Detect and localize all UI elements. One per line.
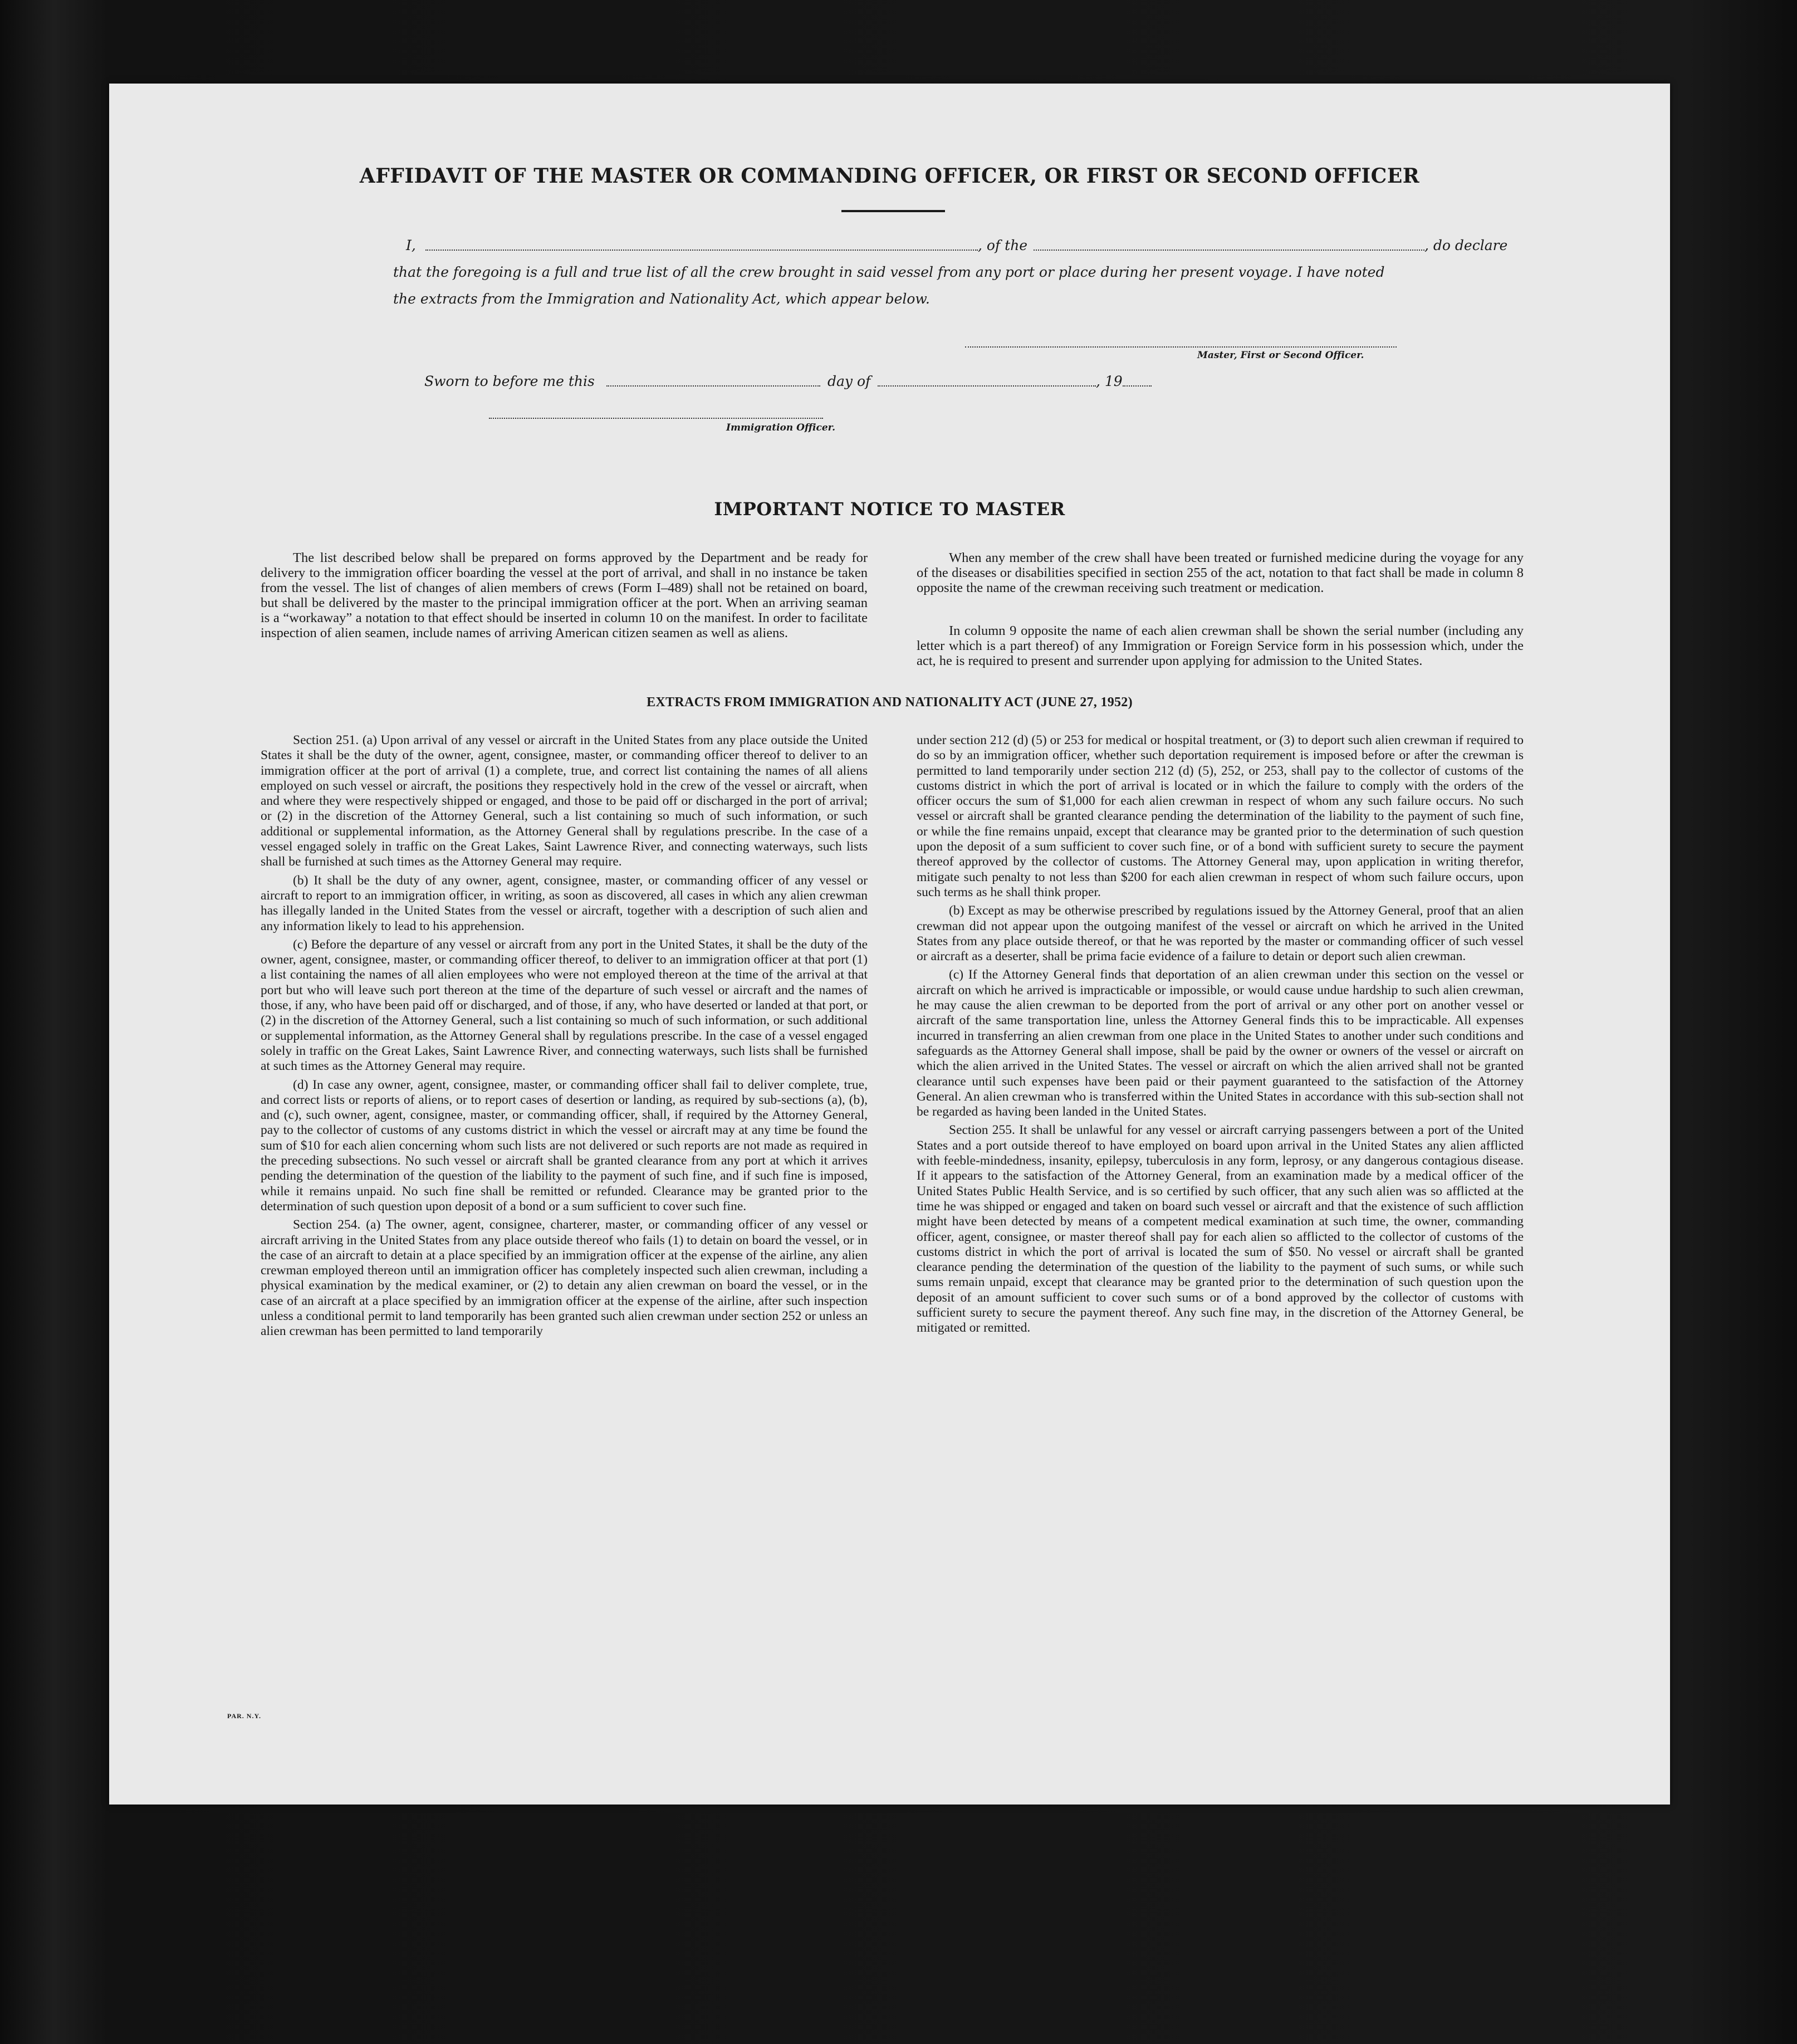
printer-mark: PAR. N.Y. <box>227 1712 262 1720</box>
notice-left-paragraph: The list described below shall be prepared on forms approved by the Department and be ready for delivery to the immigration officer boarding the vessel at the port of arrival, and shall in no instance be taken from the vessel. The list of changes of alien members of crews (Form I–489) shall not be retained on board, but shall be delivered by the master to the principal immigration officer at the port. When an arriving seaman is a “workaway” a notation to that effect should be inserted in column 10 on the manifest. In order to facilitate inspection of alien seamen, include names of arriving American citizen seamen as well as aliens. <box>261 550 868 640</box>
section-251-d: (d) In case any owner, agent, consignee, master, or commanding officer shall fail to deliver complete, true, and correct lists or reports of aliens, or to report cases of desertion or landing, as required by sub-sections (a), (b), and (c), such owner, agent, consignee, master, or commanding officer, shall, if required by the Attorney General, pay to the collector of customs of any customs district in which the vessel or aircraft may at any time be found the sum of $10 for each alien concerning whom such lists are not delivered or such reports are not made as required in the preceding subsections. No such vessel or aircraft shall be granted clearance from any port at which it arrives pending the determination of the question of the liability to the payment of such fine, and if such fine is imposed, while it remains unpaid. No such fine shall be remitted or refunded. Clearance may be granted prior to the determination of such question upon deposit of a bond or a sum sufficient to cover such fine. <box>261 1077 868 1214</box>
master-signature-line[interactable] <box>965 346 1397 348</box>
sworn-day-of-label: day of <box>827 373 871 389</box>
affidavit-statement-line: that the foregoing is a full and true list of all the crew brought in said vessel from any port or place during her present voyage. I have noted <box>393 264 1385 280</box>
section-254-a-continued: under section 212 (d) (5) or 253 for medical or hospital treatment, or (3) to deport such alien crewman if required to do so by an immigration officer, whether such deportation requirement is imposed before or after the crewman is permitted to land temporarily under section 212 (d) (5), 252, or 253, shall pay to the collector of customs of the customs district in which the port of arrival is located or in which the failure to comply with the orders of the officer occurs the sum of $1,000 for each alien crewman in respect of whom any such failure occurs. No such vessel or aircraft shall be granted clearance pending the determination of the liability to the payment of such fine, or while the fine remains unpaid, except that clearance may be granted prior to the determination of such question upon the deposit of a sum sufficient to cover such fine, or of a bond with sufficient surety to secure the payment thereof approved by the collector of customs. The Attorney General may, upon application in writing therefor, mitigate such penalty to not less than $200 for each alien crewman in respect of whom such failure occurs, upon such terms as he shall think proper. <box>917 733 1524 899</box>
extracts-title: EXTRACTS FROM IMMIGRATION AND NATIONALITY ACT (JUNE 27, 1952) <box>647 695 1133 710</box>
officer-signature-line[interactable] <box>489 418 823 419</box>
affidavit-do-declare-label: , do declare <box>1424 237 1508 253</box>
officer-caption: Immigration Officer. <box>726 422 835 433</box>
affidavit-of-the-label: , of the <box>978 237 1028 253</box>
sworn-year-label: , 19 <box>1096 373 1123 389</box>
master-caption: Master, First or Second Officer. <box>1197 350 1364 361</box>
affidavit-i-label: I, <box>406 237 416 253</box>
section-251-a: Section 251. (a) Upon arrival of any vessel or aircraft in the United States from any place outside the United States it shall be the duty of the owner, agent, consignee, master, or commanding officer thereof to deliver to an immigration officer at the port of arrival (1) a complete, true, and correct list containing the names of all aliens employed on such vessel or aircraft, the positions they respectively hold in the crew of the vessel or aircraft, when and where they were respectively shipped or engaged, and those to be paid off or discharged in the port of arrival; or (2) in the discretion of the Attorney General, such a list containing so much of such information, or such additional or supplemental information, as the Attorney General shall by regulations prescribe. In the case of a vessel engaged solely in traffic on the Great Lakes, Saint Lawrence River, and connecting waterways, such lists shall be furnished at such times as the Attorney General may require. <box>261 733 868 869</box>
section-254-a: Section 254. (a) The owner, agent, consignee, charterer, master, or commanding officer of any vessel or aircraft arriving in the United States from any place outside thereof who fails (1) to detain on board the vessel, or in the case of an aircraft to detain at a place specified by an immigration officer at the expense of the airline, any alien crewman employed thereon until an immigration officer has completely inspected such alien crewman, including a physical examination by the medical examiner, or (2) to detain any alien crewman on board the vessel, or in the case of an aircraft at a place specified by an immigration officer at the expense of the airline, after such inspection unless a conditional permit to land temporarily has been granted such alien crewman under section 252 or unless an alien crewman has been permitted to land temporarily <box>261 1217 868 1339</box>
notice-right-paragraph-2: In column 9 opposite the name of each alien crewman shall be shown the serial number (including any letter which is a part thereof) of any Immigration or Foreign Service form in his possession which, under the act, he is required to present and surrender upon applying for admission to the United States. <box>917 623 1524 668</box>
title-rule <box>841 210 945 212</box>
extracts-left-column <box>261 733 868 1343</box>
section-254-b: (b) Except as may be otherwise prescribed by regulations issued by the Attorney General, proof that an alien crewman did not appear upon the outgoing manifest of the vessel or aircraft on which he arrived in the United States from any place outside thereof, or that he was reported by the master or commanding officer of such vessel or aircraft as a deserter, shall be prima facie evidence of a failure to detain or deport such alien crewman. <box>917 903 1524 964</box>
sworn-year-blank-line[interactable] <box>1123 385 1152 387</box>
section-254-c: (c) If the Attorney General finds that deportation of an alien crewman under this section on the vessel or aircraft on which he arrived is impracticable or impossible, or would cause undue hardship to such alien crewman, he may cause the alien crewman to be deported from the port of arrival or any other port on another vessel or aircraft of the same transportation line, unless the Attorney General finds this to be impracticable. All expenses incurred in transferring an alien crewman from one place in the United States to another under such conditions and safeguards as the Attorney General shall impose, shall be paid by the owner or owners of the vessel or aircraft on which the alien arrived in the United States. The vessel or aircraft on which the alien arrived shall not be granted clearance until such expenses have been paid or their payment guaranteed to the satisfaction of the Attorney General. An alien crewman who is transferred within the United States in accordance with this sub-section shall not be regarded as having been landed in the United States. <box>917 967 1524 1119</box>
name-blank-line[interactable] <box>425 250 978 251</box>
affidavit-title: AFFIDAVIT OF THE MASTER OR COMMANDING OFFICER, OR FIRST OR SECOND OFFICER <box>359 164 1420 188</box>
section-251-b: (b) It shall be the duty of any owner, agent, consignee, master, or commanding officer of any vessel or aircraft to report to an immigration officer, in writing, as soon as discovered, all cases in which any alien crewman has illegally landed in the United States from the vessel or aircraft, together with a description of such alien and any information likely to lead to his apprehension. <box>261 873 868 933</box>
notice-title: IMPORTANT NOTICE TO MASTER <box>714 498 1065 520</box>
document-page <box>109 84 1670 1805</box>
sworn-label: Sworn to before me this <box>424 373 595 389</box>
sworn-month-blank-line[interactable] <box>878 385 1096 387</box>
sworn-day-blank-line[interactable] <box>606 385 820 387</box>
affidavit-statement-line-2: the extracts from the Immigration and Nationality Act, which appear below. <box>393 291 930 307</box>
vessel-blank-line[interactable] <box>1034 250 1424 251</box>
section-255: Section 255. It shall be unlawful for any vessel or aircraft carrying passengers between a port of the United States and a port outside thereof to have employed on board upon arrival in the United States any alien afflicted with feeble-mindedness, insanity, epilepsy, tuberculosis in any form, leprosy, or any dangerous contagious disease. If it appears to the satisfaction of the Attorney General, from an examination made by a medical officer of the United States Public Health Service, and is so certified by such officer, that any such alien was so afflicted at the time he was shipped or engaged and taken on board such vessel or aircraft and that the existence of such affliction might have been detected by means of a competent medical examination at such time, the owner, commanding officer, agent, consignee, or master thereof shall pay for each alien so afflicted to the collector of customs of the customs district in which the port of arrival is located the sum of $50. No vessel or aircraft shall be granted clearance pending the determination of the question of the liability to the payment of such sums, or while such sums remain unpaid, except that clearance may be granted prior to the determination of such question upon the deposit of an amount sufficient to cover such sums or of a bond approved by the collector of customs with sufficient surety to secure the payment thereof. Any such fine may, in the discretion of the Attorney General, be mitigated or remitted. <box>917 1123 1524 1336</box>
notice-right-paragraph-1: When any member of the crew shall have been treated or furnished medicine during the voyage for any of the diseases or disabilities specified in section 255 of the act, notation to that fact shall be made in column 8 opposite the name of the crewman receiving such treatment or medication. <box>917 550 1524 595</box>
section-251-c: (c) Before the departure of any vessel or aircraft from any port in the United States, it shall be the duty of the owner, agent, consignee, master, or commanding officer thereof, to deliver to an immigration officer at that port (1) a list containing the names of all alien employees who were not employed thereon at the time of the arrival at that port but who will leave such port thereon at the time of the departure of such vessel or aircraft and the names of those, if any, who have been paid off or discharged, and of those, if any, who have deserted or landed at that port, or (2) in the discretion of the Attorney General, such a list containing so much of such information, or such additional or supplemental information, as the Attorney General shall by regulations prescribe. In the case of a vessel engaged solely in traffic on the Great Lakes, Saint Lawrence River, and connecting waterways, such lists shall be furnished at such times as the Attorney General may require. <box>261 937 868 1074</box>
extracts-right-column <box>917 733 1524 1339</box>
